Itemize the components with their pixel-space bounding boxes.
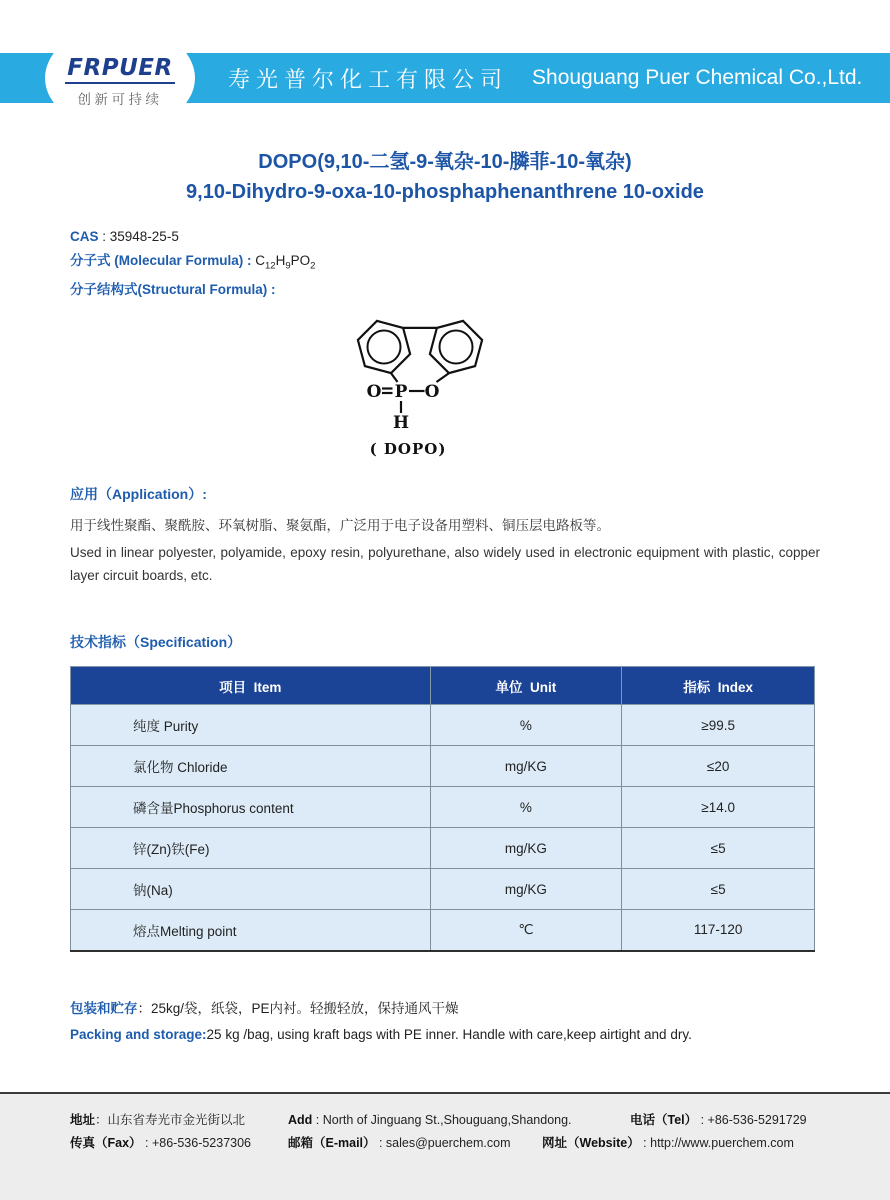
table-row bbox=[71, 869, 815, 910]
table-row bbox=[71, 910, 815, 951]
structure-caption: ( DOPO) bbox=[369, 440, 447, 459]
logo-brand-text: FRPUER bbox=[65, 55, 174, 84]
oxygen-atom-left: O bbox=[366, 382, 382, 403]
company-name-cn: 寿光普尔化工有限公司 bbox=[228, 66, 509, 92]
molecular-formula-label: 分子式 (Molecular Formula) : bbox=[70, 252, 256, 268]
company-name-en: Shouguang Puer Chemical Co.,Ltd. bbox=[532, 66, 863, 89]
ring-to-o-bond bbox=[437, 373, 450, 382]
index-cell: ≤20 bbox=[622, 746, 815, 787]
unit-cell: % bbox=[430, 705, 622, 746]
footer-item-value: : sales@puerchem.com bbox=[375, 1136, 511, 1150]
footer-item bbox=[630, 1109, 807, 1132]
structural-formula-line bbox=[70, 278, 820, 302]
ring-to-p-bond bbox=[391, 373, 398, 382]
unit-cell: % bbox=[430, 787, 622, 828]
item-cell: 纯度 Purity bbox=[71, 705, 431, 746]
footer-item-value: : http://www.puerchem.com bbox=[639, 1136, 794, 1150]
formula-element: H bbox=[275, 252, 286, 268]
packing-text-en: 25 kg /bag, using kraft bags with PE inner. Handle with care,keep airtight and dry. bbox=[206, 1026, 692, 1042]
footer-item-label: Add bbox=[288, 1113, 313, 1127]
index-cell: ≥14.0 bbox=[622, 787, 815, 828]
footer-item-label: 邮箱（E-mail） bbox=[288, 1136, 376, 1150]
formula-subscript: 9 bbox=[285, 260, 291, 272]
footer-row-1 bbox=[70, 1109, 890, 1132]
application-text-cn: 用于线性聚酯、聚酰胺、环氧树脂、聚氨酯，广泛用于电子设备用塑料、铜压层电路板等。 bbox=[70, 518, 610, 534]
aromatic-circle-right bbox=[440, 331, 473, 364]
product-info bbox=[70, 225, 820, 301]
column-header-item: 项目 Item bbox=[71, 667, 431, 705]
packing-label-cn: 包装和贮存 bbox=[70, 1000, 138, 1016]
phosphorus-atom: P bbox=[394, 382, 408, 403]
dopo-structure-svg bbox=[344, 311, 496, 461]
packing-label-en: Packing and storage: bbox=[70, 1026, 207, 1042]
page-content bbox=[0, 145, 890, 1048]
structural-formula-drawing bbox=[344, 311, 496, 466]
unit-cell: mg/KG bbox=[430, 746, 622, 787]
footer-item bbox=[70, 1109, 288, 1132]
column-header-unit: 单位 Unit bbox=[430, 667, 622, 705]
table-row bbox=[71, 828, 815, 869]
item-cell: 熔点Melting point bbox=[71, 910, 431, 951]
cas-line bbox=[70, 225, 820, 249]
unit-cell: mg/KG bbox=[430, 869, 622, 910]
header-band bbox=[0, 53, 890, 107]
molecular-formula-line bbox=[70, 249, 820, 278]
hydrogen-atom: H bbox=[392, 413, 410, 434]
structural-formula-label: 分子结构式(Structural Formula) : bbox=[70, 281, 276, 297]
footer-item bbox=[288, 1132, 542, 1155]
molecular-formula-value bbox=[255, 252, 316, 272]
oxygen-atom-right: O bbox=[424, 382, 440, 403]
product-title-cn: DOPO(9,10-二氢-9-氧杂-10-膦菲-10-氧杂) bbox=[258, 151, 632, 173]
formula-subscript: 2 bbox=[310, 260, 316, 272]
footer-row-2 bbox=[70, 1132, 890, 1155]
index-cell: ≥99.5 bbox=[622, 705, 815, 746]
table-row bbox=[71, 705, 815, 746]
table-row bbox=[71, 746, 815, 787]
table-row bbox=[71, 787, 815, 828]
company-logo bbox=[45, 25, 195, 131]
packing-line-cn bbox=[70, 996, 820, 1022]
footer-item-label: 电话（Tel） bbox=[630, 1113, 698, 1127]
item-cell: 锌(Zn)铁(Fe) bbox=[71, 828, 431, 869]
specification-table-head bbox=[71, 667, 815, 705]
specification-heading: 技术指标（Specification） bbox=[70, 634, 242, 651]
item-cell: 磷含量Phosphorus content bbox=[71, 787, 431, 828]
header-row bbox=[71, 667, 815, 705]
index-cell: 117-120 bbox=[622, 910, 815, 951]
footer-item bbox=[288, 1109, 630, 1132]
application-text-en: Used in linear polyester, polyamide, epoxy resin, polyurethane, also widely used in electronic equipment with plastic, copper layer circuit boards, etc. bbox=[70, 545, 820, 584]
column-header-index: 指标 Index bbox=[622, 667, 815, 705]
packing-line-en bbox=[70, 1022, 820, 1048]
unit-cell: ℃ bbox=[430, 910, 622, 951]
footer bbox=[0, 1092, 890, 1200]
footer-item-value: : +86-536-5291729 bbox=[697, 1113, 807, 1127]
product-title-en: 9,10-Dihydro-9-oxa-10-phosphaphenanthrene 10-oxide bbox=[186, 181, 704, 203]
item-cell: 钠(Na) bbox=[71, 869, 431, 910]
benzene-ring-left bbox=[358, 321, 410, 373]
footer-item-label: 地址 bbox=[70, 1113, 96, 1127]
cas-value: : 35948-25-5 bbox=[98, 229, 179, 244]
formula-element: C bbox=[255, 252, 266, 268]
unit-cell: mg/KG bbox=[430, 828, 622, 869]
index-cell: ≤5 bbox=[622, 869, 815, 910]
footer-item-label: 传真（Fax） bbox=[70, 1136, 142, 1150]
packing-section bbox=[70, 996, 820, 1048]
formula-subscript: 12 bbox=[265, 260, 276, 272]
benzene-ring-right bbox=[430, 321, 482, 373]
packing-text-cn: ：25kg/袋，纸袋，PE内衬。轻搬轻放，保持通风干燥 bbox=[137, 1000, 459, 1016]
item-cell: 氯化物 Chloride bbox=[71, 746, 431, 787]
formula-element: PO bbox=[290, 252, 311, 268]
application-heading: 应用（Application）: bbox=[70, 486, 207, 503]
index-cell: ≤5 bbox=[622, 828, 815, 869]
footer-item-value: ：山东省寿光市金光街以北 bbox=[95, 1113, 246, 1127]
footer-item bbox=[542, 1132, 794, 1155]
footer-item bbox=[70, 1132, 288, 1155]
logo-slogan-text: 创新可持续 bbox=[77, 91, 163, 107]
specification-table-body bbox=[71, 705, 815, 951]
aromatic-circle-left bbox=[368, 331, 401, 364]
title-block bbox=[70, 145, 820, 204]
cas-label: CAS bbox=[70, 229, 99, 244]
footer-item-value: : North of Jinguang St.,Shouguang,Shandong. bbox=[312, 1113, 572, 1127]
footer-item-value: : +86-536-5237306 bbox=[141, 1136, 252, 1150]
specification-table bbox=[70, 666, 815, 952]
footer-item-label: 网址（Website） bbox=[542, 1136, 640, 1150]
